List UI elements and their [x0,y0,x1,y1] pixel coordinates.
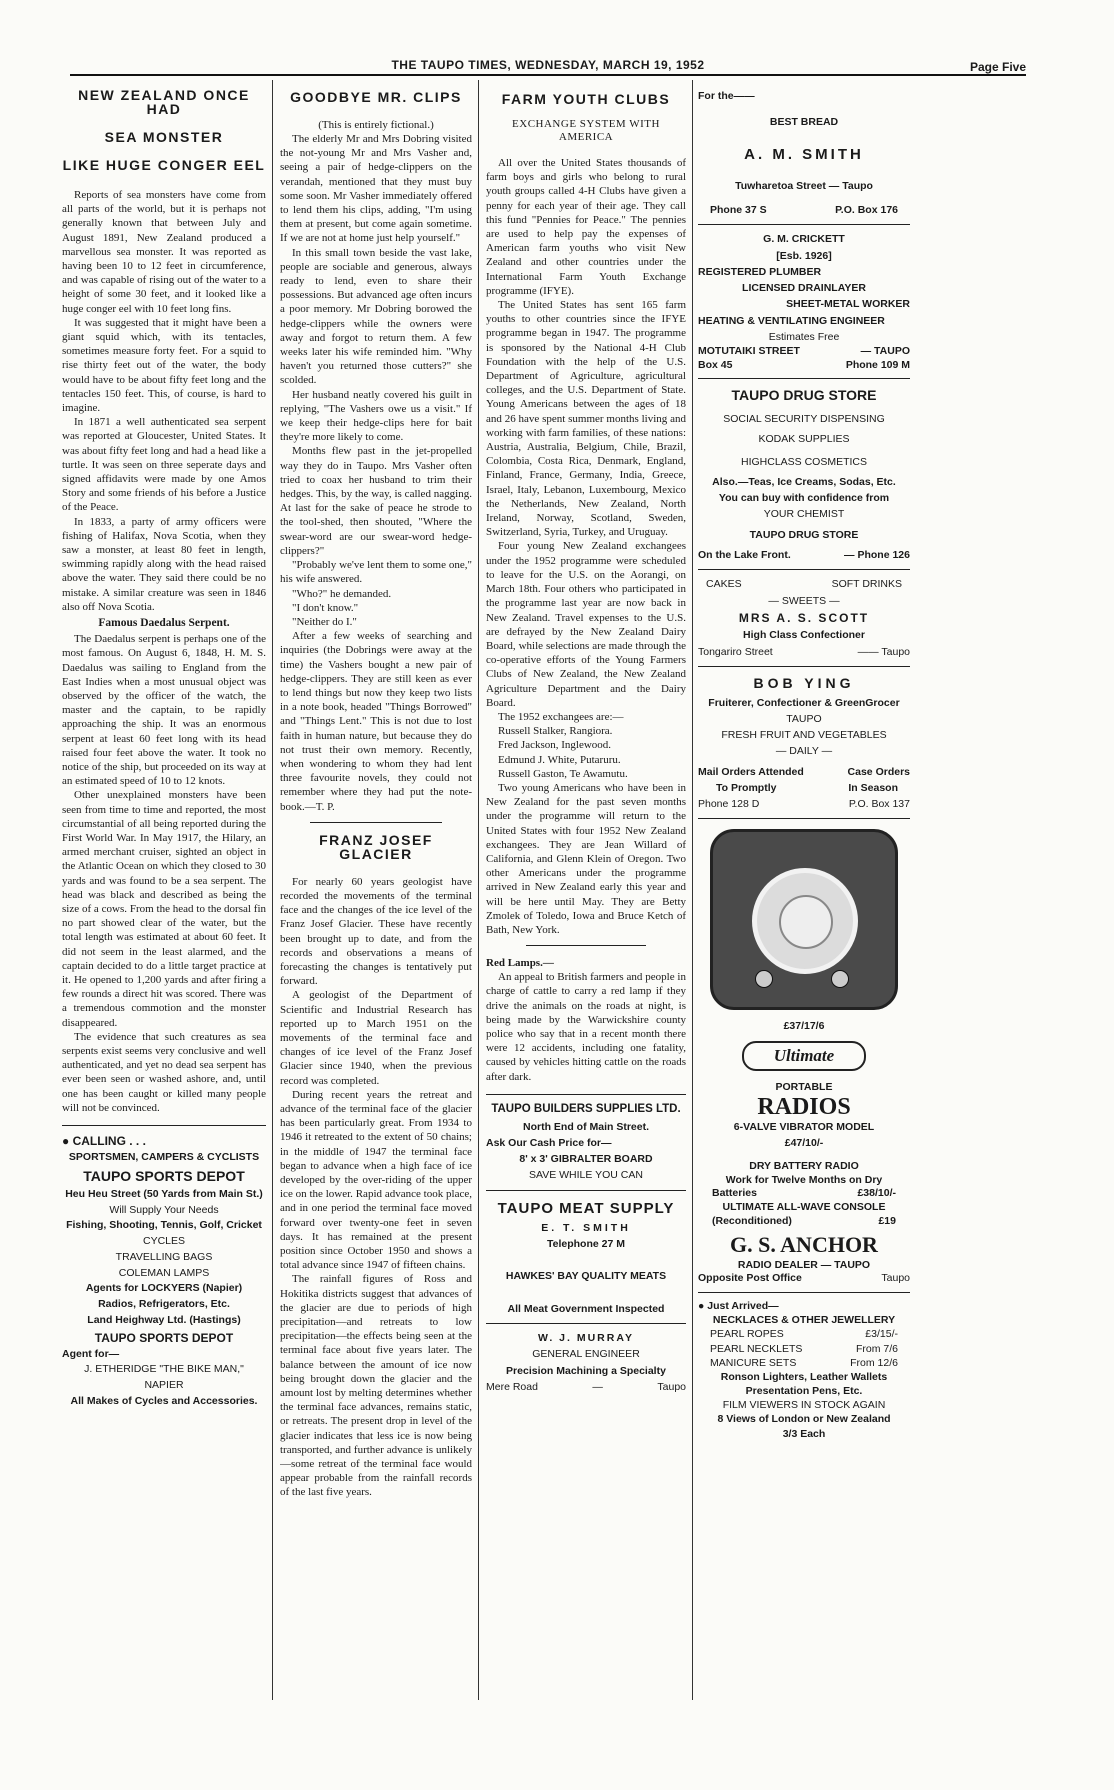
article-paragraph: The elderly Mr and Mrs Dobring visited the not-young Mr and Mrs Vasher and, seeing a pair of hedge-clippers on the verandah, mentioned that they must buy some soon. Mr Vasher immediately offered to lend them his clips, adding, "I'm using them at present, but come again sometime. If we are not at home just help yourself." [280,133,472,245]
ad-line: (Reconditioned) [712,1214,792,1227]
ad-line: Batteries [712,1187,757,1200]
article-paragraph: "Neither do I." [292,615,357,628]
ad-line: NECKLACES & OTHER JEWELLERY [712,1314,896,1327]
ad-line: FILM VIEWERS IN STOCK AGAIN [722,1399,886,1412]
article-intro: (This is entirely fictional.) [318,119,434,131]
ad-name: G. S. ANCHOR [730,1232,878,1258]
ad-line: TRAVELLING BAGS [115,1250,213,1263]
drug-store-ad [698,385,910,563]
article-paragraph: Months flew past in the jet-propelled way they do in Taupo. Mrs Vasher often tried to coax her husband to trim their hedges. This, by the way, is called nagging. At last for the sake of peace he strode to the tool-shed, then shouted, "Where the swear-word are our swear-word hedge-clippers?" [280,445,472,557]
article-paragraph: Other unexplained monsters have been seen from time to time and reported, the most circumstantial of all being reported during the First World War. In May 1917, the Hilary, an armed merchant cruiser, sighted an object in the Atlantic Ocean on which they closed to 30 yards and was found to be a sea serpent. The head was black and described as being the size of a cows. From the head to the dorsal fin no part showed clear of the water, but the total length was estimated at about 60 feet. It did not seem in the least alarmed, and the captain decided to do a little target practice at it. He opened to 1,200 yards and after firing a few rounds a direct hit was scored. There was a tremendous commotion and the monster disappeared. [62,789,266,1029]
divider [698,224,910,225]
ad-line: GENERAL ENGINEER [532,1348,640,1361]
engineer-ad [486,1330,686,1395]
ad-line: MOTUTAIKI STREET [698,345,800,358]
article-paragraph: "I don't know." [292,601,359,614]
headline: LIKE HUGE CONGER EEL [62,157,266,173]
ad-name: TAUPO SPORTS DEPOT [94,1330,234,1345]
article-paragraph: The evidence that such creatures as sea serpents exist seems very conclusive and well authenticated, and yet no dead sea serpent has ever been seen or washed ashore, and, until one has been caught or killed many people will not be convinced. [62,1030,266,1114]
ad-line: Phone 37 S [710,204,767,217]
divider [698,666,910,667]
ad-line: SPORTSMEN, CAMPERS & CYCLISTS [68,1151,260,1163]
divider [486,1190,686,1191]
ad-line: Mail Orders Attended [698,765,804,778]
masthead-title: THE TAUPO TIMES, WEDNESDAY, MARCH 19, 1952 [391,58,705,72]
ad-line: P.O. Box 176 [835,204,898,217]
ad-line: 3/3 Each [782,1427,826,1440]
ad-line: Ask Our Cash Price for— [486,1136,612,1149]
ad-name: TAUPO BUILDERS SUPPLIES LTD. [491,1102,681,1115]
ad-line: —— Taupo [857,645,910,658]
ad-line: SOFT DRINKS [831,578,902,591]
column-4 [698,84,910,1704]
headline: FRANZ JOSEF GLACIER [319,831,433,862]
ad-line: Heu Heu Street (50 Yards from Main St.) [65,1187,263,1200]
column-2 [280,84,472,1704]
divider [486,1323,686,1324]
ad-line: To Promptly [716,781,777,794]
article-paragraph: Her husband neatly covered his guilt in replying, "The Vashers owe us a visit." If we keep their hedge-clips here for bait they're more likely to come. [280,388,472,444]
ad-line: £47/10/- [784,1137,824,1150]
article-paragraph: "Who?" he demanded. [292,587,392,600]
article-paragraph: Reports of sea monsters have come from all parts of the world, but it is perhaps not generally known that between July and August 1891, New Zealand produced a marvellous sea monster. It was reported as having been 10 to 12 feet in circumference, and was capable of rising out of the water to a height of some 30 feet, and it looked like a huge conger eel with 10 feet long fins. [62,189,266,315]
ad-line: You can buy with confidence from [718,492,890,505]
ad-name: TAUPO DRUG STORE [731,387,877,404]
headline: GOODBYE MR. CLIPS [290,89,462,105]
anchor-radio-ad [698,829,910,1286]
article-paragraph: The Daedalus serpent is perhaps one of the most famous. On August 6, 1848, H. M. S. Daedalus was sailing to England from the East Indies when a most unusual object was observed by the officer of the watch, the master and the captain, to be rapidly approaching the ship. It was an enormous serpent at least 60 feet long with its head raised four feet above the water. It took no notice of the ship, but proceeded on its way at an estimated speed of 10 to 12 knots. [62,633,266,788]
ad-line: All Makes of Cycles and Accessories. [70,1394,258,1407]
bob-ying-ad [698,673,910,813]
builders-ad [486,1101,686,1184]
ad-line: TAUPO DRUG STORE [749,528,859,541]
column-3 [486,84,686,1704]
divider [698,569,910,570]
column-rule [478,80,479,1700]
ad-line: SHEET-METAL WORKER [786,298,910,311]
article-paragraph: "Probably we've lent them to some one," his wife answered. [280,559,472,586]
ad-line: Will Supply Your Needs [109,1203,219,1216]
radio-illustration [710,829,898,1010]
ad-line: Work for Twelve Months on Dry [725,1173,883,1186]
article-subhead: EXCHANGE SYSTEM WITH AMERICA [512,118,660,143]
ad-name: MRS A. S. SCOTT [738,610,870,625]
ad-line: £19 [878,1214,896,1227]
exchangee-name: Edmund J. White, Putaruru. [498,753,621,766]
headline: FARM YOUTH CLUBS [501,91,671,107]
ad-line: — SWEETS — [768,594,840,607]
jewellery-ad [698,1299,910,1441]
ad-name: BOB YING [753,674,855,691]
headline: NEW ZEALAND ONCE HAD [78,87,250,117]
ad-line: On the Lake Front. [698,549,791,561]
ad-line: HAWKES' BAY QUALITY MEATS [505,1270,667,1283]
ad-line: [Esb. 1926] [776,249,832,262]
ad-line: KODAK SUPPLIES [758,433,850,446]
article-paragraph: An appeal to British farmers and people in charge of cattle to carry a red lamp if they drive the animals on the roads at night, is being made by the Warwickshire county police who say that in a recent month there were 12 accidents, including one fatality, caused by vehicles hitting cattle on the roads after dark. [486,971,686,1083]
crickett-ad [698,231,910,372]
ad-line: Telephone 27 M [547,1238,625,1251]
ad-line: PEARL ROPES [710,1328,784,1341]
ad-line: Radios, Refrigerators, Etc. [98,1298,230,1310]
subheading: Red Lamps.— [486,957,554,970]
article-paragraph: During recent years the retreat and advance of the terminal face of the glacier has been particularly great. From 1934 to 1946 it retreated to the extent of 50 chains; in the middle of 1947 the terminal face began to advance when a high face of ice developed by the over-riding of the upper ice on the lower. Rapid advance took place, and in one period the terminal face moved forward over twenty-one feet in seven days. It has remained at the present position since October 1950 and shows a total advance since 1947 of fifteen chains. [280,1088,472,1272]
ad-line: P.O. Box 137 [848,798,910,811]
ad-line: Taupo [657,1380,686,1393]
divider [698,1292,910,1293]
ad-line: Tuwharetoa Street — Taupo [735,179,873,192]
ad-line: Fishing, Shooting, Tennis, Golf, Cricket [66,1219,262,1232]
ad-line: Fruiterer, Confectioner & GreenGrocer [708,696,900,709]
ad-line: Case Orders [847,765,910,778]
divider [698,378,910,379]
ad-line: Presentation Pens, Etc. [745,1385,863,1398]
ad-line: — DAILY — [775,745,833,758]
article-paragraph: Four young New Zealand exchangees under the 1952 programme were scheduled to leave for the U.S. on the Aorangi, on March 18th. Four others who participated in the programme last year are now back in New Zealand. Travel expenses to the U.S. are defrayed by the New Zealand Dairy Board, while selections are made through the co-operative efforts of the Young Farmers Clubs of New Zealand, the New Zealand Agriculture Department and the Dairy Board. [486,540,686,709]
column-rule [692,80,693,1700]
ad-line: COLEMAN LAMPS [118,1266,210,1279]
ad-line: NAPIER [144,1379,184,1391]
divider [310,822,442,823]
ad-line: — TAUPO [860,345,910,358]
ad-line: For the—— [698,90,755,102]
ad-line: MANICURE SETS [710,1356,797,1369]
ad-line: Estimates Free [768,330,840,343]
ad-line: Phone 109 M [845,358,910,371]
ad-line: North End of Main Street. [523,1120,649,1133]
subheading: Famous Daedalus Serpent. [98,617,230,630]
ad-line: High Class Confectioner [743,629,865,642]
ad-line: Ronson Lighters, Leather Wallets [720,1370,888,1383]
ultimate-logo: Ultimate [742,1041,866,1071]
article-paragraph: In this small town beside the vast lake, people are sociable and generous, always ready to lend, even to share their possessions. But advanced age often incurs a poor memory. Mr Dobring borowed the hedge-clippers while the owners were away and forgot to return them. A few weeks later his wife reminded him. "Why haven't you returned those cutters?" she scolded. [280,246,472,387]
ad-line: PEARL NECKLETS [710,1342,803,1355]
ad-name: TAUPO SPORTS DEPOT [83,1167,245,1184]
divider [526,945,646,946]
sports-depot-ad [62,1132,266,1410]
ad-line: HIGHCLASS COSMETICS [740,455,868,468]
article-paragraph: For nearly 60 years geologist have recorded the movements of the terminal face and the changes of the ice level of the Franz Josef Glacier. These have recently been brought up to date, and from the records and observations a means of forecasting the changes is tentatively put forward. [280,875,472,988]
article-paragraph: After a few weeks of searching and inquiries (the Dobrings were away at the time) the Vashers bought a new pair of hedge-clippers. They are still keen as ever to lend things but now they keep two lists in a note book, headed "Things Borrowed" and "Things Lent." This is not due to lost faith in human nature, but because they do not trust their own memory. Recently, when wondering to whom they had lent three favourite novels, they could not remember where they had put the note-book.—T. P. [280,630,472,813]
ad-line: ● CALLING . . . [62,1134,146,1148]
ad-line: Also.—Teas, Ice Creams, Sodas, Etc. [712,475,896,488]
ad-line: CYCLES [142,1235,185,1247]
article-paragraph: The United States has sent 165 farm youths to other countries since the IFYE programme began in 1947. The programme is sponsored by the National 4-H Club Foundation with the help of the U.S. Department of Agriculture, agricultural colleges, and the U.S. Department of State. Young Americans between the ages of 18 and 26 have spent summer months living and working with farm families, of these nations: Austria, Australia, Belgium, Chile, Brazil, Colombia, Costa Rica, Denmark, England, Finland, France, Germany, India, Greece, Israel, Italy, Lebanon, Luxembourg, Mexico the Netherlands, New Zealand, North Ireland, Norway, Scotland, Sweden, Switzerland, Syria, Turkey, and Uruguay. [486,299,686,539]
ad-line: HEATING & VENTILATING ENGINEER [698,314,885,327]
ad-line: REGISTERED PLUMBER [698,265,822,278]
ad-line: PORTABLE [775,1080,833,1093]
ad-line: 6-VALVE VIBRATOR MODEL [733,1121,875,1133]
ad-line: YOUR CHEMIST [763,508,845,521]
article-paragraph: Two young Americans who have been in New Zealand for the past seven months under the programme will return to the United States with four 1952 New Zealand exchangees. They are Jean Willard of California, and Glenn Klein of Oregon. Two other Americans under the programme arrived in New Zealand early this year and will be here until May. They are Betty Zmolek of Toledo, Iowa and Bruce Ketch of Bath, New York. [486,781,686,936]
ad-line: J. ETHERIDGE "THE BIKE MAN," [84,1363,244,1376]
ad-line: Phone 128 D [698,798,760,811]
ad-line: Box 45 [698,358,733,371]
ad-line: Agents for LOCKYERS (Napier) [85,1282,243,1295]
article-paragraph: In 1871 a well authenticated sea serpent was reported at Gloucester, United States. It was about fifty feet long and had a head like a turtle. It was seen on three seperate days and signed affidavits were made by one Amos Story and some friends of his before a Justice of the Peace. [62,416,266,514]
divider [698,818,910,819]
ad-line: DRY BATTERY RADIO [749,1159,859,1172]
ad-line: CAKES [706,578,742,591]
ad-line: SOCIAL SECURITY DISPENSING [723,413,885,426]
ad-line: From 12/6 [850,1356,898,1369]
exchangee-name: Fred Jackson, Inglewood. [498,739,612,752]
header-rule [70,74,1026,76]
ad-line: ● Just Arrived— [698,1300,779,1313]
ad-name: W. J. MURRAY [538,1331,634,1344]
ad-line: LICENSED DRAINLAYER [742,282,866,295]
exchangee-name: Russell Gaston, Te Awamutu. [498,767,628,780]
ad-name: TAUPO MEAT SUPPLY [497,1199,675,1217]
ad-line: RADIO DEALER — TAUPO [737,1258,871,1271]
ad-name: RADIOS [757,1094,851,1120]
ad-line: Opposite Post Office [698,1272,802,1285]
ad-line: Precision Machining a Specialty [506,1364,666,1377]
ad-line: BEST BREAD [769,116,839,129]
article-paragraph: The rainfall figures of Ross and Hokitika districts suggest that advances of the glacier are due to periods of high precipitation—and retreats to low precipitation—the effects being seen at the terminal face about five years later. The balance between the amount of ice now being brought down the glacier and the amount lost by melting determines whether the terminal face advances, remains static, or retreats. The present drop in level of the glacier indicates that less ice is now being transported, and further advance is unlikely—some retreat of the terminal face would appear probable from the rainfall records of the last five years. [280,1273,472,1499]
radio-dial [752,868,858,974]
smith-ad [698,88,910,218]
radio-knob [755,970,773,988]
ad-line: TAUPO [786,712,822,725]
ad-line: From 7/6 [855,1342,898,1355]
ad-line: Land Heighway Ltd. (Hastings) [87,1313,241,1326]
ad-name: G. M. CRICKETT [763,233,845,246]
column-1 [62,84,266,1704]
ad-line: ULTIMATE ALL-WAVE CONSOLE [722,1201,886,1214]
article-paragraph: In 1833, a party of army officers were fishing of Halifax, Nova Scotia, when they saw a monster, at least 80 feet in length, swimming rapidly along with the head raised above the water. They said there could be no mistake. A similar creature was seen in 1846 also off Nova Scotia. [62,515,266,613]
ad-line: — Phone 126 [844,549,910,561]
meat-supply-ad [486,1197,686,1317]
ad-line: Taupo [881,1272,910,1285]
article-paragraph: A geologist of the Department of Scientific and Industrial Research has reported up to March 1951 on the movements of the terminal face and changes of ice level of the Franz Josef Glacier since 1940, when the previous record was completed. [280,989,472,1087]
exchangee-name: Russell Stalker, Rangiora. [498,725,613,738]
ad-line: Tongariro Street [698,645,773,658]
page-number: Page Five [969,60,1026,74]
ad-line: All Meat Government Inspected [507,1302,665,1315]
article-paragraph: The 1952 exchangees are:— [498,710,624,723]
ad-line: £38/10/- [857,1187,896,1200]
ad-line: 8 Views of London or New Zealand [717,1413,891,1426]
column-rule [272,80,273,1700]
scott-ad [698,576,910,660]
ad-line: Agent for— [62,1347,120,1360]
ad-line: 8' x 3' GIBRALTER BOARD [519,1153,653,1166]
article-paragraph: All over the United States thousands of farm boys and girls who belong to rural youth groups called 4-H Clubs have given a penny for each year of their age. They call this fund "Pennies for Peace." The pennies are used to help pay the expenses of American farm youths who visit New Zealand and other countries under the International Farm Youth Exchange programme (IFYE). [486,157,686,297]
radio-knob [831,970,849,988]
ad-line: Mere Road [486,1380,538,1393]
divider [486,1094,686,1095]
ad-line: — [592,1380,603,1393]
ad-line: FRESH FRUIT AND VEGETABLES [721,729,887,742]
article-paragraph: It was suggested that it might have been a giant squid which, with its tentacles, sometimes measure forty feet. For a squid to rise thirty feet out of the water, the body would have to be about fifty feet long and the tentacles 150 feet. This, of course, is hard to imagine. [62,316,266,415]
headline: SEA MONSTER [104,129,224,145]
ad-name: A. M. SMITH [744,145,864,163]
ad-line: E. T. SMITH [541,1221,631,1234]
ad-line: £3/15/- [865,1328,898,1341]
ad-line: In Season [848,781,898,794]
ad-price: £37/17/6 [783,1020,825,1033]
ad-line: SAVE WHILE YOU CAN [529,1169,643,1182]
divider [62,1125,266,1126]
